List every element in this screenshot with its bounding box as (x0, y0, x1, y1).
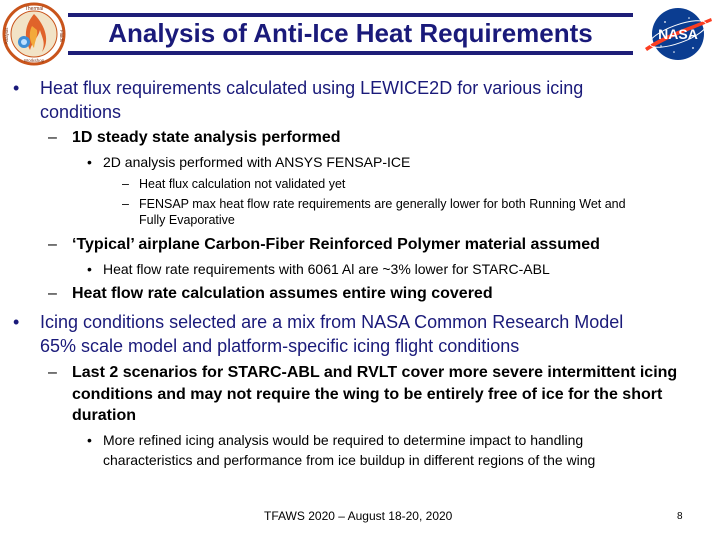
nasa-meatball-icon (641, 4, 715, 64)
tfaws-logo-icon (2, 2, 66, 66)
bullet-marker: • (13, 312, 20, 332)
bullet-text: 2D analysis performed with ANSYS FENSAP-ICE (103, 154, 411, 170)
bullet-marker: – (122, 177, 129, 191)
bullet-marker: – (48, 285, 57, 302)
bullet-text: conditions (40, 102, 122, 122)
bullet-text: ‘Typical’ airplane Carbon-Fiber Reinforced Polymer material assumed (72, 236, 600, 253)
svg-text:Thermal: Thermal (24, 6, 44, 12)
bullet-text: Heat flux requirements calculated using LEWICE2D for various icing (40, 78, 584, 98)
bullet-text: More refined icing analysis would be required to determine impact to handling (103, 432, 584, 448)
svg-text:Workshop: Workshop (23, 58, 45, 63)
bullet-text: Heat flow rate calculation assumes entire wing covered (72, 285, 493, 302)
bullet-text: characteristics and performance from ice buildup in different regions of the wing (103, 452, 596, 468)
bullet-text: 1D steady state analysis performed (72, 129, 341, 146)
svg-text:Analysis: Analysis (4, 27, 9, 45)
slide-footer: TFAWS 2020 – August 18-20, 2020 (264, 509, 453, 523)
bullet-marker: • (87, 154, 92, 170)
slide-header (0, 0, 720, 68)
slide-title: Analysis of Anti-Ice Heat Requirements (108, 18, 593, 48)
bullet-marker: • (13, 78, 20, 98)
page-number: 8 (677, 511, 683, 522)
bullet-marker: – (48, 129, 57, 146)
svg-text:NASA: NASA (658, 26, 698, 42)
bullet-marker: – (48, 364, 57, 381)
bullet-marker: • (87, 261, 92, 277)
bullet-marker: • (87, 432, 92, 448)
bullet-text: FENSAP max heat flow rate requirements are generally lower for both Running Wet and (139, 197, 626, 211)
bullet-marker: – (48, 236, 57, 253)
bullet-text: duration (72, 407, 136, 424)
bullet-text: Last 2 scenarios for STARC-ABL and RVLT cover more severe intermittent icing (72, 364, 678, 381)
bullet-text: Icing conditions selected are a mix from NASA Common Research Model (40, 312, 624, 332)
svg-text:Fluids: Fluids (59, 29, 64, 43)
bullet-text: Heat flux calculation not validated yet (139, 177, 346, 191)
bullet-text: Heat flow rate requirements with 6061 Al are ~3% lower for STARC-ABL (103, 261, 550, 277)
bullet-text: 65% scale model and platform-specific icing flight conditions (40, 336, 520, 356)
bullet-marker: – (122, 197, 129, 211)
bullet-text: conditions and may not require the wing to be entirely free of ice for the short (72, 386, 663, 403)
bullet-text: Fully Evaporative (139, 213, 235, 227)
